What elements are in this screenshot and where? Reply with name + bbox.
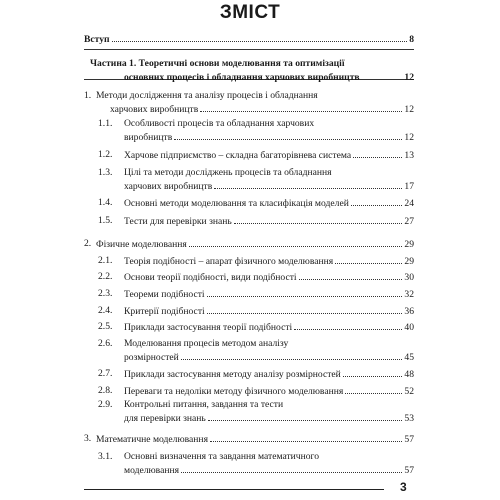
toc-entry-line — [84, 385, 414, 399]
toc-entry-number: 2.2. — [98, 271, 113, 282]
toc-entry-title: Тести для перевірки знань — [124, 216, 232, 227]
toc-entry-line — [84, 338, 414, 351]
toc-entry-page: 57 — [404, 434, 414, 445]
dot-leader — [353, 149, 402, 158]
toc-entry[interactable] — [84, 58, 414, 85]
toc-entry-number: 2.4. — [98, 305, 113, 316]
toc-entry-number: 2.1. — [98, 255, 113, 266]
toc-entry-line — [84, 305, 414, 319]
toc-entry-title: розмірностей — [124, 351, 179, 363]
toc-entry-page: 30 — [404, 272, 414, 283]
toc-entry-line — [84, 271, 414, 285]
toc-entry-title: Основні визначення та завдання математичного — [124, 451, 320, 462]
toc-entry-page: 8 — [409, 34, 414, 45]
toc-entry-line — [84, 167, 414, 180]
toc-entry-number: 1. — [84, 90, 92, 101]
toc-entry-title: Теорія подібності – апарат фізичного моделювання — [124, 256, 334, 267]
dot-leader — [174, 131, 402, 140]
toc-entry-line — [84, 412, 414, 426]
toc-entry-title: моделювання — [124, 464, 180, 476]
toc-entry-page: 52 — [404, 386, 414, 397]
toc-entry-title: Контрольні питання, завдання та тести — [124, 399, 284, 410]
toc-entry-line — [84, 238, 414, 252]
toc-entry-line — [84, 33, 414, 47]
page-number: 3 — [400, 480, 407, 494]
dot-leader — [181, 464, 402, 473]
toc-entry-title: харчових виробництв — [124, 180, 213, 192]
toc-entry-title: Приклади застосування методу аналізу розмірностей — [124, 369, 341, 380]
toc-entry-line — [84, 464, 414, 478]
toc-entry[interactable] — [84, 368, 414, 382]
toc-entry-page: 29 — [404, 239, 414, 250]
toc-entry-line — [84, 288, 414, 302]
toc-entry[interactable] — [84, 338, 414, 365]
toc-entry[interactable] — [84, 149, 414, 163]
toc-entry-line — [84, 197, 414, 211]
dot-leader — [112, 33, 408, 42]
toc-entry-page: 13 — [404, 150, 414, 161]
toc-entry[interactable] — [84, 385, 414, 399]
toc-entry-number: 2.5. — [98, 321, 113, 332]
toc-entry-page: 27 — [404, 216, 414, 227]
toc-entry-title: Моделювання процесів методом аналізу — [124, 338, 289, 349]
toc-entry-title: Критерії подібності — [124, 306, 205, 317]
toc-entry-number: 2.9. — [98, 399, 113, 410]
toc-entry[interactable] — [84, 90, 414, 117]
toc-entry-number: 1.3. — [98, 167, 113, 178]
toc-entry-title: Особливості процесів та обладнання харчових — [124, 118, 315, 129]
footer-rule — [84, 489, 384, 490]
dot-leader — [294, 321, 402, 330]
dot-leader — [351, 197, 403, 206]
toc-entry-page: 32 — [404, 289, 414, 300]
toc-entry-number: 1.1. — [98, 118, 113, 129]
toc-entry[interactable] — [84, 255, 414, 269]
toc-entry-line — [84, 255, 414, 269]
toc-entry-number: 1.5. — [98, 215, 113, 226]
toc-entry-page: 17 — [404, 180, 414, 192]
toc-entry-number: 3.1. — [98, 451, 113, 462]
toc-entry[interactable] — [84, 238, 414, 252]
toc-entry-line — [84, 58, 414, 71]
toc-entry-page: 45 — [404, 351, 414, 363]
dot-leader — [181, 351, 403, 360]
toc-entry-title: Фізичне моделювання — [96, 239, 187, 250]
toc-entry-page: 36 — [404, 306, 414, 317]
page-title: ЗМІСТ — [219, 2, 281, 23]
dot-leader — [345, 385, 402, 394]
toc-entry-title: харчових виробництв — [110, 103, 199, 115]
toc-entry-title: Вступ — [84, 34, 110, 45]
toc-entry[interactable] — [84, 288, 414, 302]
toc-entry[interactable] — [84, 271, 414, 285]
toc-entry-title: Цілі та методи досліджень процесів та обладнання — [124, 167, 332, 178]
toc-entry[interactable] — [84, 33, 414, 47]
toc-entry[interactable] — [84, 215, 414, 229]
toc-entry[interactable] — [84, 305, 414, 319]
toc-entry[interactable] — [84, 399, 414, 426]
toc-entry-line — [84, 351, 414, 365]
toc-entry-line — [84, 433, 414, 447]
toc-entry-number: 2.6. — [98, 338, 113, 349]
toc-entry-title: Переваги та недоліки методу фізичного моделювання — [124, 386, 344, 397]
toc-entry-title: Математичне моделювання — [96, 434, 208, 445]
toc-entry-line — [84, 149, 414, 163]
toc-entry-page: 24 — [404, 198, 414, 209]
dot-leader — [189, 238, 403, 247]
separator — [84, 49, 414, 50]
toc-entry-page: 29 — [404, 256, 414, 267]
toc-entry-title: Приклади застосування теорії подібності — [124, 322, 293, 333]
toc-entry-number: 2.8. — [98, 385, 113, 396]
toc-entry-number: 2.7. — [98, 368, 113, 379]
toc-entry-line — [84, 180, 414, 194]
toc-entry-title: основних процесів і обладнання харчових виробництв — [124, 71, 360, 83]
toc-entry-page: 48 — [404, 369, 414, 380]
toc-entry[interactable] — [84, 321, 414, 335]
toc-entry-page: 53 — [404, 412, 414, 424]
dot-leader — [335, 255, 402, 264]
dot-leader — [343, 368, 403, 377]
toc-entry-number: 2. — [84, 238, 92, 249]
toc-entry-line — [84, 215, 414, 229]
dot-leader — [208, 412, 403, 421]
dot-leader — [299, 271, 403, 280]
toc-entry-number: 1.4. — [98, 197, 113, 208]
toc-entry[interactable] — [84, 433, 414, 447]
dot-leader — [207, 288, 403, 297]
dot-leader — [210, 433, 402, 442]
toc-entry-title: Основи теорії подібності, види подібності — [124, 272, 297, 283]
toc-entry-line — [84, 118, 414, 131]
dot-leader — [362, 71, 403, 80]
toc-entry-title: Методи дослідження та аналізу процесів і обладнання — [96, 90, 318, 101]
toc-entry-title: Харчове підприємство – складна багаторівнева система — [124, 150, 352, 161]
toc-entry-line — [84, 321, 414, 335]
toc-entry-page: 57 — [404, 464, 414, 476]
toc-entry-line — [84, 90, 414, 103]
toc-entry[interactable] — [84, 197, 414, 211]
dot-leader — [207, 305, 403, 314]
toc-entry-page: 12 — [404, 71, 414, 83]
toc-entry-line — [84, 368, 414, 382]
toc-entry-number: 2.3. — [98, 288, 113, 299]
toc-entry-title: Теореми подібності — [124, 289, 205, 300]
dot-leader — [234, 215, 403, 224]
toc-entry[interactable] — [84, 451, 414, 478]
toc-entry-line — [84, 131, 414, 145]
toc-entry-line — [84, 71, 414, 85]
toc-entry-page: 40 — [404, 322, 414, 333]
toc-entry-number: 3. — [84, 433, 92, 444]
toc-entry-title: Частина 1. Теоретичні основи моделювання та оптимізації — [90, 58, 345, 69]
toc-entry-page: 12 — [404, 131, 414, 143]
toc-entry-title: виробництв — [124, 131, 173, 143]
toc-entry-line — [84, 451, 414, 464]
toc-entry[interactable] — [84, 118, 414, 145]
toc-entry-number: 1.2. — [98, 149, 113, 160]
dot-leader — [200, 103, 402, 112]
toc-entry[interactable] — [84, 167, 414, 194]
toc-entry-title: Основні методи моделювання та класифікація моделей — [124, 198, 349, 209]
dot-leader — [214, 180, 402, 189]
toc-entry-page: 12 — [404, 103, 414, 115]
toc-entry-title: для перевірки знань — [124, 412, 206, 424]
toc-entry-line — [84, 399, 414, 412]
toc-entry-line — [84, 103, 414, 117]
